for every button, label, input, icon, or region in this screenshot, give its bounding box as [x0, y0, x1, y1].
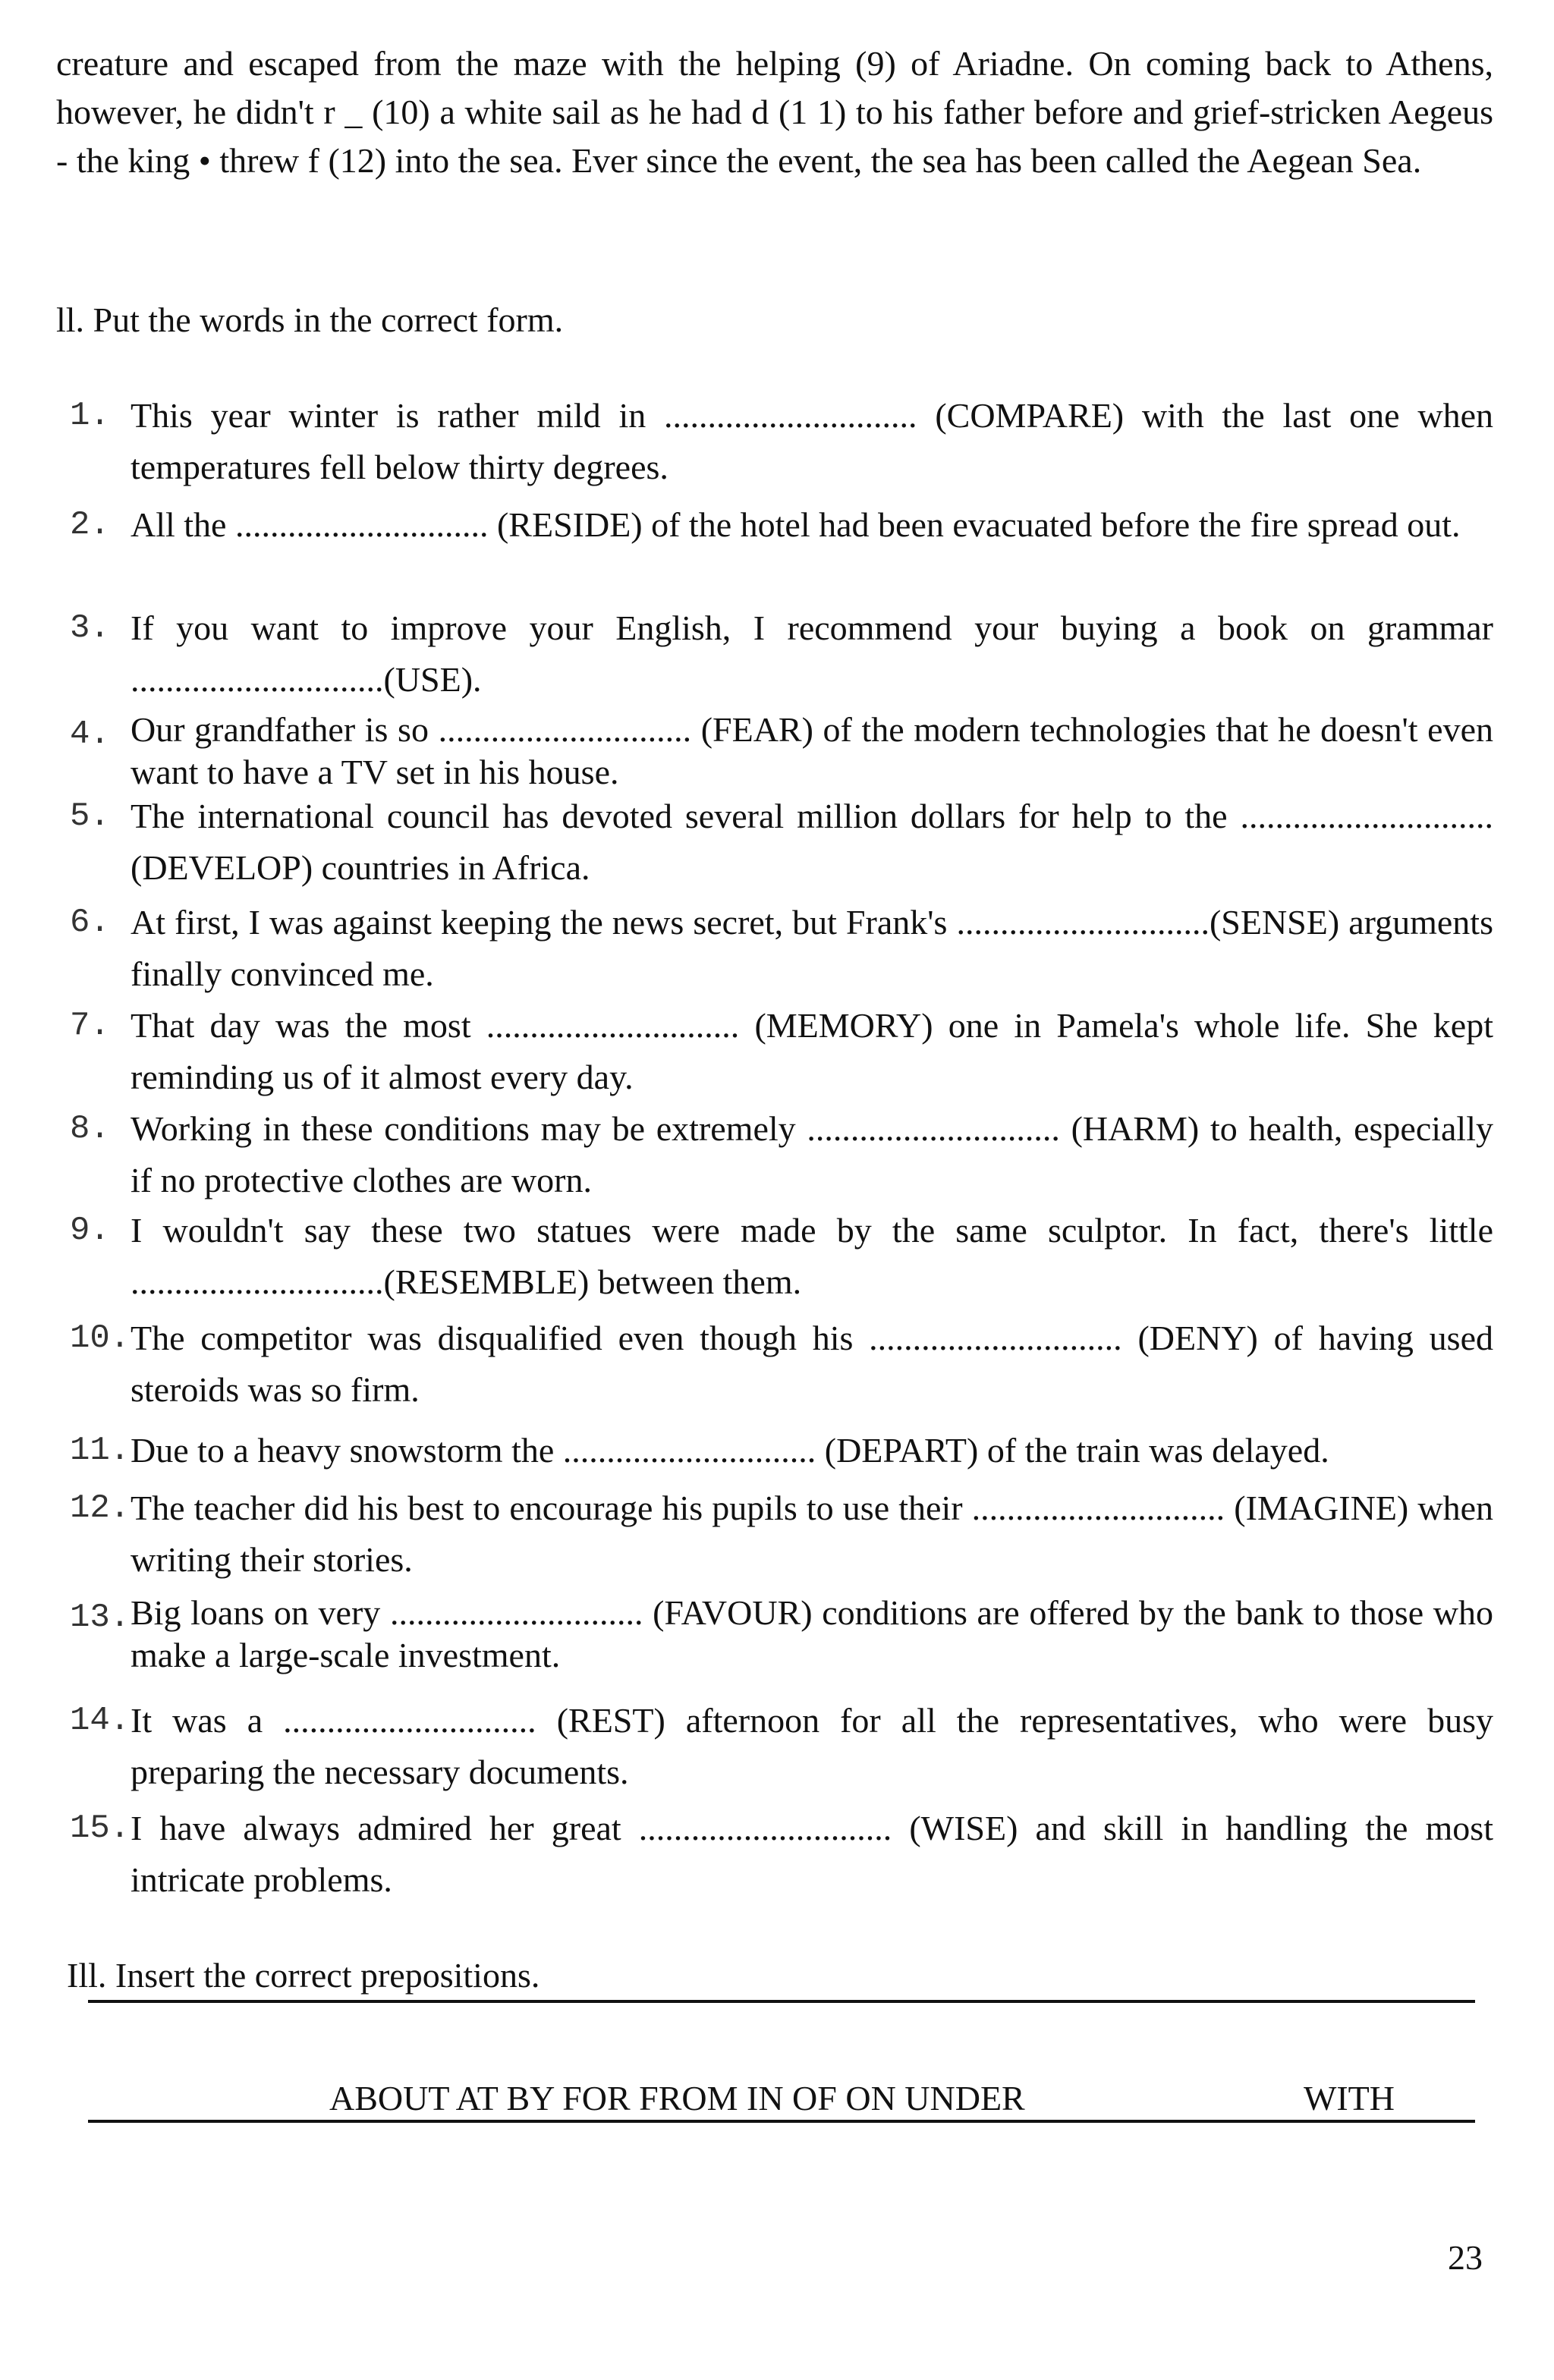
word-bank-last-word: WITH — [1303, 2079, 1395, 2117]
item-text: If you want to improve your English, I recommend your buying a book on grammar .............................(USE). — [131, 608, 1493, 699]
item-number: 4. — [70, 715, 110, 753]
item-number: 14. — [70, 1702, 131, 1740]
page-number: 23 — [1448, 2238, 1483, 2277]
item-number: 1. — [70, 397, 110, 435]
exercise-item — [70, 499, 1493, 551]
section-3-heading: Ill. Insert the correct prepositions. — [67, 1956, 540, 1995]
item-text: The teacher did his best to encourage his pupils to use their ............................. (IMAGINE) when writing their stories. — [131, 1489, 1493, 1579]
exercise-item — [70, 1103, 1493, 1206]
exercise-item — [70, 709, 1493, 794]
item-text: The international council has devoted several million dollars for help to the .............................(DEVELOP) countries in Africa. — [131, 797, 1493, 887]
divider-line — [88, 2120, 1475, 2123]
exercise-item — [70, 1592, 1493, 1677]
item-text: Working in these conditions may be extremely ............................. (HARM) to health, especially if no protective clothes are worn. — [131, 1109, 1493, 1199]
section-2-heading: ll. Put the words in the correct form. — [56, 300, 564, 339]
exercise-item — [70, 390, 1493, 493]
item-text: Due to a heavy snowstorm the ............................. (DEPART) of the train was delayed. — [131, 1431, 1329, 1470]
item-text: Big loans on very ............................. (FAVOUR) conditions are offered by the bank to those who make a large-scale investment. — [131, 1593, 1493, 1674]
item-text: This year winter is rather mild in ............................. (COMPARE) with the last one when temperatures fell below thirty degrees. — [131, 396, 1493, 486]
exercise-item — [70, 1000, 1493, 1103]
item-text: I wouldn't say these two statues were made by the same sculptor. In fact, there's little .............................(RESEMBLE) between them. — [131, 1211, 1493, 1301]
item-number: 13. — [70, 1599, 131, 1636]
item-number: 3. — [70, 609, 110, 647]
item-text: Our grandfather is so ............................. (FEAR) of the modern technologies that he doesn't even want to have a TV set in his house. — [131, 710, 1493, 791]
exercise-item — [70, 1803, 1493, 1906]
item-text: I have always admired her great ............................. (WISE) and skill in handling the most intricate problems. — [131, 1809, 1493, 1899]
intro-paragraph: creature and escaped from the maze with the helping (9) of Ariadne. On coming back to Athens, however, he didn't r _ (10) a white sail as he had d (1 1) to his father before and grief-stricken Aegeus - the king • threw f (12) into the sea. Ever since the event, the sea has been called the Aegean Sea. — [56, 44, 1493, 180]
item-number: 6. — [70, 904, 110, 942]
word-bank-list: ABOUT AT BY FOR FROM IN OF ON UNDER — [329, 2079, 1025, 2117]
item-text: All the ............................. (RESIDE) of the hotel had been evacuated before the fire spread out. — [131, 505, 1461, 544]
item-number: 11. — [70, 1432, 131, 1470]
exercise-item — [70, 1313, 1493, 1416]
item-text: It was a ............................. (REST) afternoon for all the representatives, who were busy preparing the necessary documents. — [131, 1701, 1493, 1791]
preposition-word-bank — [329, 2077, 1395, 2120]
item-number: 7. — [70, 1007, 110, 1045]
item-text: The competitor was disqualified even though his ............................. (DENY) of having used steroids was so firm. — [131, 1319, 1493, 1409]
exercise-item — [70, 1425, 1493, 1476]
item-number: 10. — [70, 1319, 131, 1357]
exercise-item — [70, 1205, 1493, 1308]
exercise-item — [70, 1482, 1493, 1586]
divider-line — [88, 2000, 1475, 2003]
item-number: 12. — [70, 1489, 131, 1527]
item-text: At first, I was against keeping the news secret, but Frank's .............................(SENSE) arguments finally convinced me. — [131, 903, 1493, 993]
exercise-item — [70, 602, 1493, 706]
item-number: 9. — [70, 1212, 110, 1250]
item-text: That day was the most ............................. (MEMORY) one in Pamela's whole life. She kept reminding us of it almost every day. — [131, 1006, 1493, 1096]
item-number: 2. — [70, 506, 110, 544]
item-number: 8. — [70, 1110, 110, 1148]
exercise-item — [70, 1695, 1493, 1798]
item-number: 15. — [70, 1809, 131, 1847]
exercise-item — [70, 897, 1493, 1000]
item-number: 5. — [70, 797, 110, 835]
exercise-item — [70, 791, 1493, 894]
